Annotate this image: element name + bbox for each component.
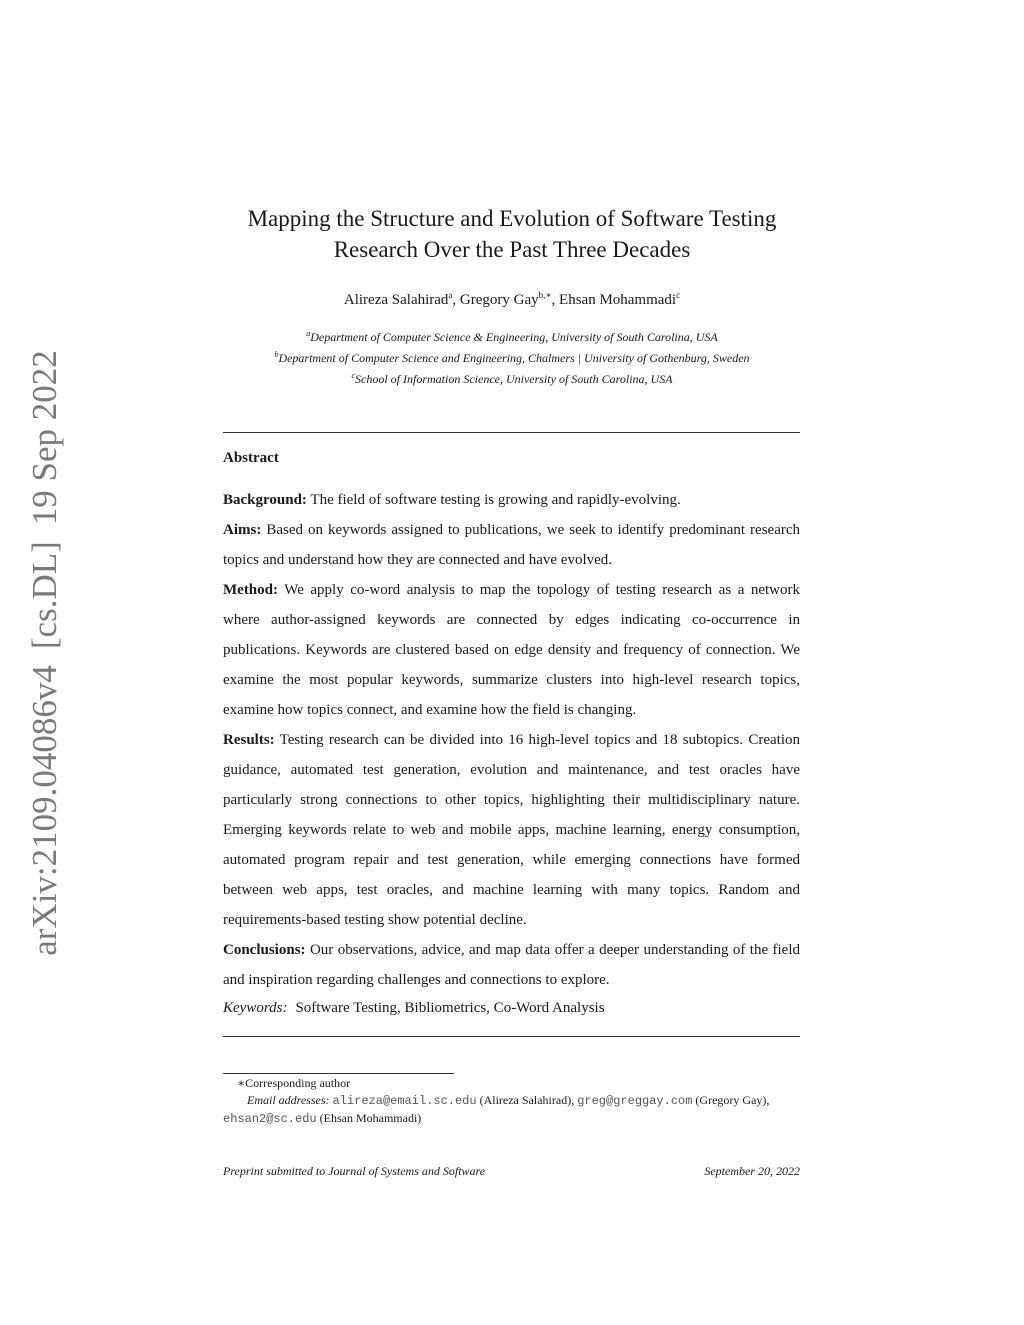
affiliation-marker: a xyxy=(306,329,311,338)
abstract-section-conclusions xyxy=(223,935,800,995)
affiliation-marker: c xyxy=(351,371,356,380)
affiliation xyxy=(0,325,1024,346)
email-owner: (Gregory Gay), xyxy=(692,1093,770,1107)
author-superscript: b,∗ xyxy=(538,290,552,300)
email-link[interactable]: ehsan2@sc.edu xyxy=(223,1112,317,1126)
section-text: Testing research can be divided into 16 high-level topics and 18 subtopics. Creation guidance, automated test generation, evolution and maintenance, and test oracles have particularly strong connections to other topics, highlighting their multidisciplinary nature. Emerging keywords relate to web and mobile apps, machine learning, energy consumption, automated program repair and test generation, while emerging connections have formed between web apps, test oracles, and machine learning with many topics. Random and requirements-based testing show potential decline. xyxy=(223,732,800,928)
author-name: Alireza Salahirad xyxy=(343,292,449,308)
abstract-section-results xyxy=(223,725,800,935)
affiliation-text: School of Information Science, University of South Carolina, USA xyxy=(355,372,673,386)
section-label: Conclusions: xyxy=(223,942,306,958)
title-line-1: Mapping the Structure and Evolution of Software Testing xyxy=(247,206,777,231)
keywords-label: Keywords: xyxy=(223,1000,288,1016)
section-label: Method: xyxy=(223,582,278,598)
preprint-date: September 20, 2022 xyxy=(704,1164,800,1178)
section-text: Our observations, advice, and map data offer a deeper understanding of the field and inspiration regarding challenges and connections to explore. xyxy=(223,942,801,988)
section-text: Based on keywords assigned to publications, we seek to identify predominant research topics and understand how they are connected and have evolved. xyxy=(223,522,801,568)
section-text: We apply co-word analysis to map the topology of testing research as a network where author-assigned keywords are connected by edges indicating co-occurrence in publications. Keywords are clustered based on edge density and frequency of connection. We examine the most popular keywords, summarize clusters into high-level research topics, examine how topics connect, and examine how the field is changing. xyxy=(223,582,801,718)
email-link[interactable]: greg@greggay.com xyxy=(577,1094,693,1108)
keywords-value: Software Testing, Bibliometrics, Co-Word Analysis xyxy=(295,1000,605,1016)
arxiv-category: [cs.DL] xyxy=(25,541,64,650)
author-separator: , xyxy=(551,292,560,308)
affiliation xyxy=(0,367,1024,388)
section-label: Results: xyxy=(223,732,275,748)
footnote xyxy=(223,1075,800,1128)
email-addresses xyxy=(223,1092,800,1128)
arxiv-identifier xyxy=(25,334,65,956)
email-owner: (Alireza Salahirad), xyxy=(476,1093,578,1107)
author-superscript: c xyxy=(676,290,681,300)
abstract-heading: Abstract xyxy=(223,450,279,466)
abstract-top-rule xyxy=(223,432,800,433)
section-text: The field of software testing is growing and rapidly-evolving. xyxy=(310,492,681,508)
abstract-bottom-rule xyxy=(223,1036,800,1037)
author-list xyxy=(0,290,1024,309)
abstract-section-aims xyxy=(223,515,800,575)
section-label: Background: xyxy=(223,492,307,508)
paper-title xyxy=(0,203,1024,265)
corresponding-author-note: ∗Corresponding author xyxy=(237,1076,351,1090)
keywords xyxy=(223,1000,605,1017)
affiliation-list xyxy=(0,325,1024,388)
affiliation xyxy=(0,346,1024,367)
abstract-section-method xyxy=(223,575,800,725)
arxiv-date: 19 Sep 2022 xyxy=(25,350,64,526)
author-superscript: a xyxy=(448,290,453,300)
abstract-section-background xyxy=(223,485,800,515)
author-separator: , xyxy=(452,292,460,308)
email-owner: (Ehsan Mohammadi) xyxy=(316,1111,422,1125)
email-label: Email addresses: xyxy=(247,1093,330,1107)
preprint-note: Preprint submitted to Journal of Systems and Software xyxy=(223,1164,486,1178)
title-line-2: Research Over the Past Three Decades xyxy=(333,237,691,262)
section-label: Aims: xyxy=(223,522,262,538)
footnote-rule xyxy=(223,1073,454,1074)
author-name: Ehsan Mohammadi xyxy=(559,292,677,308)
affiliation-text: Department of Computer Science and Engineering, Chalmers | University of Gothenburg, Sweden xyxy=(278,351,750,365)
arxiv-id: arXiv:2109.04086v4 xyxy=(25,665,64,956)
abstract-body xyxy=(223,485,800,995)
email-link[interactable]: alireza@email.sc.edu xyxy=(332,1094,477,1108)
author-name: Gregory Gay xyxy=(459,292,539,308)
affiliation-marker: b xyxy=(274,350,279,359)
affiliation-text: Department of Computer Science & Engineering, University of South Carolina, USA xyxy=(310,330,718,344)
